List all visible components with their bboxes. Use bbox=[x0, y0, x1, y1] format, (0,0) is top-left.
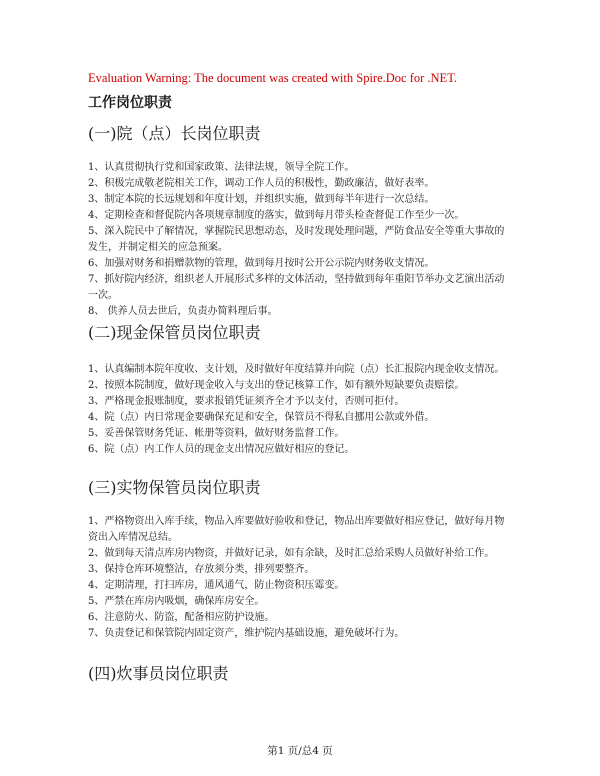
list-item: 4、定期清理，打扫库房，通风通气，防止物资积压霉变。 bbox=[88, 580, 345, 591]
section-heading: (四)炊事员岗位职责 bbox=[88, 664, 229, 683]
list-item: 8、 供养人员去世后，负责办简料理后事。 bbox=[88, 306, 278, 317]
list-item: 5、深入院民中了解情况，掌握院民思想动态，及时发现处理问题，严防食品安全等重大事故的 发生，并制定相关的应急预案。 bbox=[88, 226, 505, 253]
list-item: 2、做到每天清点库房内物资，并做好记录，如有余缺，及时汇总给采购人员做好补给工作。 bbox=[88, 548, 495, 559]
list-item: 4、院（点）内日常现金要确保充足和安全，保管员不得私自挪用公款或外借。 bbox=[88, 412, 435, 423]
section-heading: (一)院（点）长岗位职责 bbox=[88, 124, 261, 143]
list-item: 1、认真编制本院年度收、支计划，及时做好年度结算并向院（点）长汇报院内现金收支情况。 bbox=[88, 364, 505, 375]
list-item: 5、妥善保管财务凭证、帐册等资料，做好财务监督工作。 bbox=[88, 428, 345, 439]
section-heading: (二)现金保管员岗位职责 bbox=[88, 323, 261, 342]
list-item: 7、负责登记和保管院内固定资产，维护院内基础设施，避免破坏行为。 bbox=[88, 628, 405, 639]
list-item: 5、严禁在库房内吸烟，确保库房安全。 bbox=[88, 596, 265, 607]
list-item: 6、注意防火、防盗，配备相应防护设施。 bbox=[88, 612, 275, 623]
evaluation-warning: Evaluation Warning: The document was created with Spire.Doc for .NET. bbox=[88, 71, 458, 85]
list-item: 2、按照本院制度，做好现金收入与支出的登记核算工作，如有额外短缺要负责赔偿。 bbox=[88, 380, 465, 391]
document-title: 工作岗位职责 bbox=[88, 95, 172, 111]
page-footer: 第1 页/总4 页 bbox=[267, 745, 333, 757]
list-item: 7、抓好院内经济，组织老人开展形式多样的文体活动，坚持做到每年重阳节举办文艺演出活动 一次。 bbox=[88, 274, 505, 301]
list-item: 2、积极完成敬老院相关工作，调动工作人员的积极性，勤政廉洁，做好表率。 bbox=[88, 178, 435, 189]
list-item: 3、严格现金报账制度，要求报销凭证须齐全才予以支付，否则可拒付。 bbox=[88, 396, 405, 407]
list-item: 1、严格物资出入库手续，物品入库要做好验收和登记，物品出库要做好相应登记，做好每月物 资出入库情况总结。 bbox=[88, 516, 505, 543]
list-item: 1、认真贯彻执行党和国家政策、法律法规，领导全院工作。 bbox=[88, 162, 355, 173]
list-item: 6、加强对财务和捐赠款物的管理，做到每月按时公开公示院内财务收支情况。 bbox=[88, 258, 435, 269]
list-item: 6、院（点）内工作人员的现金支出情况应做好相应的登记。 bbox=[88, 444, 355, 455]
list-item: 3、制定本院的长远规划和年度计划，并组织实施，做到每半年进行一次总结。 bbox=[88, 194, 435, 205]
list-item: 3、保持仓库环境整洁，存放须分类，排列要整齐。 bbox=[88, 564, 315, 575]
section-heading: (三)实物保管员岗位职责 bbox=[88, 478, 261, 497]
list-item: 4、定期检查和督促院内各项规章制度的落实，做到每月带头检查督促工作至少一次。 bbox=[88, 210, 465, 221]
